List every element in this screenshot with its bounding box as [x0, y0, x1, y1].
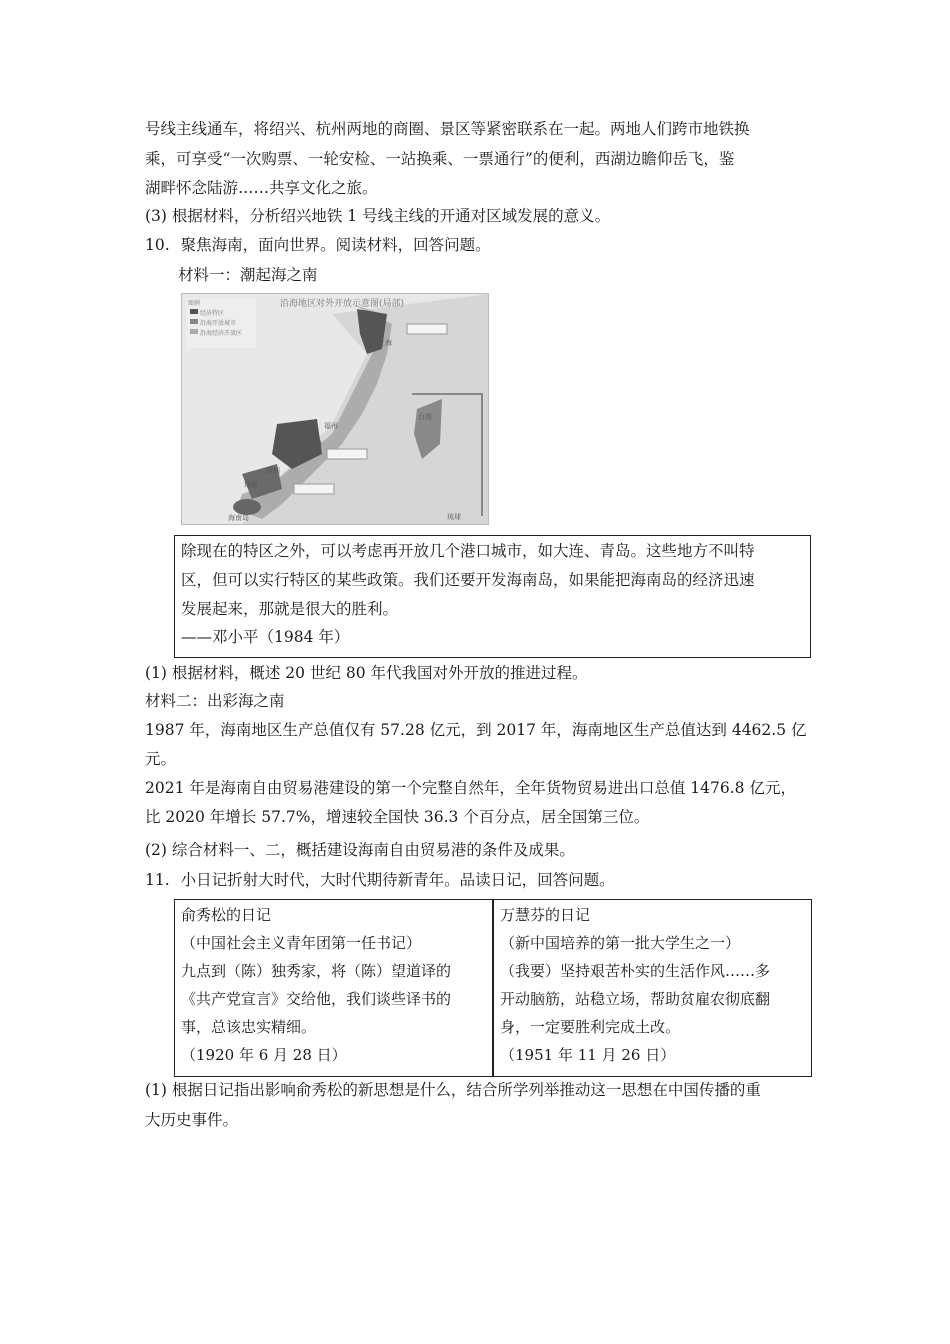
question-11-header	[145, 869, 615, 891]
diary-right-date: （1951 年 11 月 26 日）	[500, 1046, 676, 1064]
intro-line-3: 湖畔怀念陆游……共享文化之旅。	[145, 179, 378, 197]
map-label: 海南岛	[228, 514, 249, 522]
question-10-header	[145, 234, 491, 256]
diary-right-title: 万慧芬的日记	[500, 906, 591, 924]
diary-right-line: 开动脑筋，站稳立场，帮助贫雇农彻底翻	[500, 990, 771, 1008]
quote-line: 区，但可以实行特区的某些政策。我们还要开发海南岛，如果能把海南岛的经济迅速	[181, 571, 755, 589]
intro-line-2: 乘，可享受“一次购票、一轮安检、一站换乘、一票通行”的便利，西湖边瞻仰岳飞，鉴	[145, 150, 735, 168]
diary-right-line: （我要）坚持艰苦朴实的生活作风……多	[500, 962, 771, 980]
material-2-line: 比 2020 年增长 57.7%，增速较全国快 36.3 个百分点，居全国第三位。	[145, 808, 650, 826]
question-10-1: (1) 根据材料，概述 20 世纪 80 年代我国对外开放的推进过程。	[145, 664, 588, 682]
coastal-opening-map	[181, 293, 489, 525]
quote-line: 发展起来，那就是很大的胜利。	[181, 600, 399, 618]
diary-left-date: （1920 年 6 月 28 日）	[181, 1046, 347, 1064]
diary-left-line: 事，总该忠实精细。	[181, 1018, 317, 1036]
map-legend-item: 经济特区	[200, 310, 225, 317]
diary-right-line: （新中国培养的第一批大学生之一）	[500, 934, 741, 952]
diary-right-line: 身，一定要胜利完成土改。	[500, 1018, 681, 1036]
material-2-line: 1987 年，海南地区生产总值仅有 57.28 亿元，到 2017 年，海南地区生产总值达到 4462.5 亿	[145, 721, 807, 739]
diary-left-line: 九点到（陈）独秀家，将（陈）望道译的	[181, 962, 452, 980]
diary-left-line: （中国社会主义青年团第一任书记）	[181, 934, 422, 952]
map-label: 福州	[324, 422, 338, 430]
map-label: 深圳	[266, 467, 280, 475]
map-label: 上海	[378, 339, 392, 347]
column-divider	[492, 900, 494, 1076]
material-1-title: 材料一：潮起海之南	[178, 266, 318, 284]
question-number: 10.	[145, 236, 170, 254]
quote-line: 除现在的特区之外，可以考虑再开放几个港口城市，如大连、青岛。这些地方不叫特	[181, 542, 755, 560]
map-label: 珠海	[244, 481, 258, 489]
map-label: 汕头	[290, 455, 304, 463]
diary-left-title: 俞秀松的日记	[181, 906, 272, 924]
diary-table	[174, 899, 812, 1077]
intro-line-1: 号线主线通车，将绍兴、杭州两地的商圈、景区等紧密联系在一起。两地人们跨市地铁换	[145, 120, 750, 138]
question-prompt: 聚焦海南，面向世界。阅读材料，回答问题。	[180, 236, 491, 254]
map-legend-item: 沿海开放城市	[200, 320, 237, 327]
deng-quote-box	[174, 535, 811, 658]
question-number: 11.	[145, 871, 170, 889]
map-title: 沿海地区对外开放示意图(局部)	[280, 299, 405, 309]
map-label: 厦门	[308, 440, 322, 448]
map-legend-item: 沿海经济开放区	[200, 330, 243, 337]
question-11-1-line-2: 大历史事件。	[145, 1111, 239, 1129]
question-10-2: (2) 综合材料一、二，概括建设海南自由贸易港的条件及成果。	[145, 841, 575, 859]
material-2-title: 材料二：出彩海之南	[145, 692, 285, 710]
map-label: 台湾	[418, 413, 432, 421]
quote-attribution: ——邓小平（1984 年）	[181, 628, 350, 646]
material-2-line: 2021 年是海南自由贸易港建设的第一个完整自然年，全年货物贸易进出口总值 1476.8 亿元，	[145, 779, 796, 797]
map-label: 琉球	[447, 513, 461, 521]
question-prompt: 小日记折射大时代，大时代期待新青年。品读日记，回答问题。	[180, 871, 615, 889]
material-2-line: 元。	[145, 750, 177, 768]
question-11-1-line-1: (1) 根据日记指出影响俞秀松的新思想是什么，结合所学列举推动这一思想在中国传播的重	[145, 1081, 761, 1099]
diary-left-line: 《共产党宣言》交给他，我们谈些译书的	[181, 990, 452, 1008]
map-legend-title: 图例	[188, 300, 201, 307]
question-9-3: (3) 根据材料，分析绍兴地铁 1 号线主线的开通对区域发展的意义。	[145, 207, 611, 225]
